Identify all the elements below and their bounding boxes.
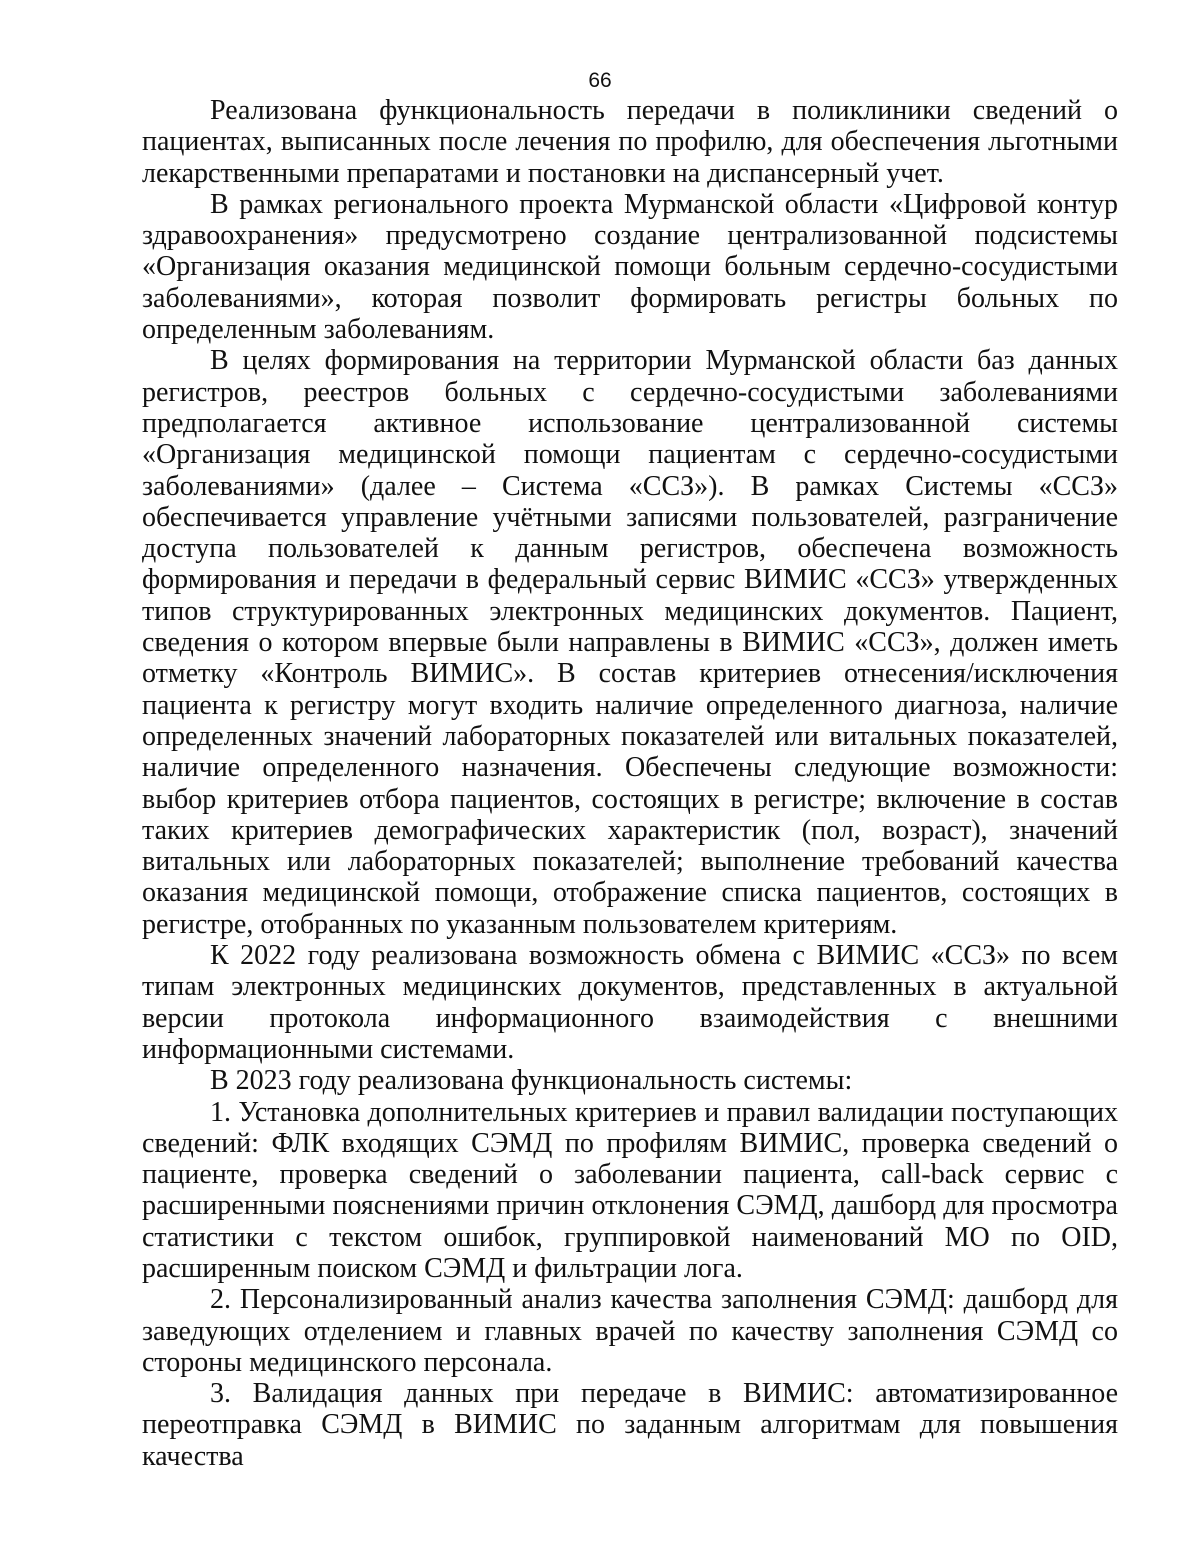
page-number: 66	[588, 69, 612, 92]
list-item-quality-analysis: 2. Персонализированный анализ качества заполнения СЭМД: дашборд для заведующих отделением и главных врачей по качеству заполнения СЭМД со стороны медицинского персонала.	[142, 1284, 1118, 1378]
list-item-data-validation: 3. Валидация данных при передаче в ВИМИС: автоматизированное переотправка СЭМД в ВИМИС по заданным алгоритмам для повышения качества	[142, 1378, 1118, 1472]
document-body	[142, 95, 1118, 1472]
paragraph-regional-project: В рамках регионального проекта Мурманской области «Цифровой контур здравоохранения» предусмотрено создание централизованной подсистемы «Организация оказания медицинской помощи больным сердечно-сосудистыми заболеваниями», которая позволит формировать регистры больных по определенным заболеваниям.	[142, 188, 1118, 346]
list-item-validation-criteria: 1. Установка дополнительных критериев и правил валидации поступающих сведений: ФЛК входящих СЭМД по профилям ВИМИС, проверка сведений о пациенте, проверка сведений о заболевании пациента, call-back сервис с расширенными пояснениями причин отклонения СЭМД, дашборд для просмотра статистики с текстом ошибок, группировкой наименований МО по OID, расширенным поиском СЭМД и фильтрации лога.	[142, 1096, 1118, 1284]
paragraph-ssz-system: В целях формирования на территории Мурманской области баз данных регистров, реестров больных с сердечно-сосудистыми заболеваниями предполагается активное использование централизованной системы «Организация медицинской помощи пациентам с сердечно-сосудистыми заболеваниями» (далее – Система «ССЗ»). В рамках Системы «ССЗ» обеспечивается управление учётными записями пользователей, разграничение доступа пользователей к данным регистров, обеспечена возможность формирования и передачи в федеральный сервис ВИМИС «ССЗ» утвержденных типов структурированных электронных медицинских документов. Пациент, сведения о котором впервые были направлены в ВИМИС «ССЗ», должен иметь отметку «Контроль ВИМИС». В состав критериев отнесения/исключения пациента к регистру могут входить наличие определенного диагноза, наличие определенных значений лабораторных показателей или витальных показателей, наличие определенного назначения. Обеспечены следующие возможности: выбор критериев отбора пациентов, состоящих в регистре; включение в состав таких критериев демографических характеристик (пол, возраст), значений витальных или лабораторных показателей; выполнение требований качества оказания медицинской помощи, отображение списка пациентов, состоящих в регистре, отобранных по указанным пользователем критериям.	[142, 345, 1118, 940]
paragraph-prescription-transfer: Реализована функциональность передачи в поликлиники сведений о пациентах, выписанных после лечения по профилю, для обеспечения льготными лекарственными препаратами и постановки на диспансерный учет.	[142, 95, 1118, 189]
paragraph-2022-exchange: К 2022 году реализована возможность обмена с ВИМИС «ССЗ» по всем типам электронных медицинских документов, представленных в актуальной версии протокола информационного взаимодействия с внешними информационными системами.	[142, 940, 1118, 1065]
paragraph-2023-intro: В 2023 году реализована функциональность системы:	[210, 1065, 853, 1097]
